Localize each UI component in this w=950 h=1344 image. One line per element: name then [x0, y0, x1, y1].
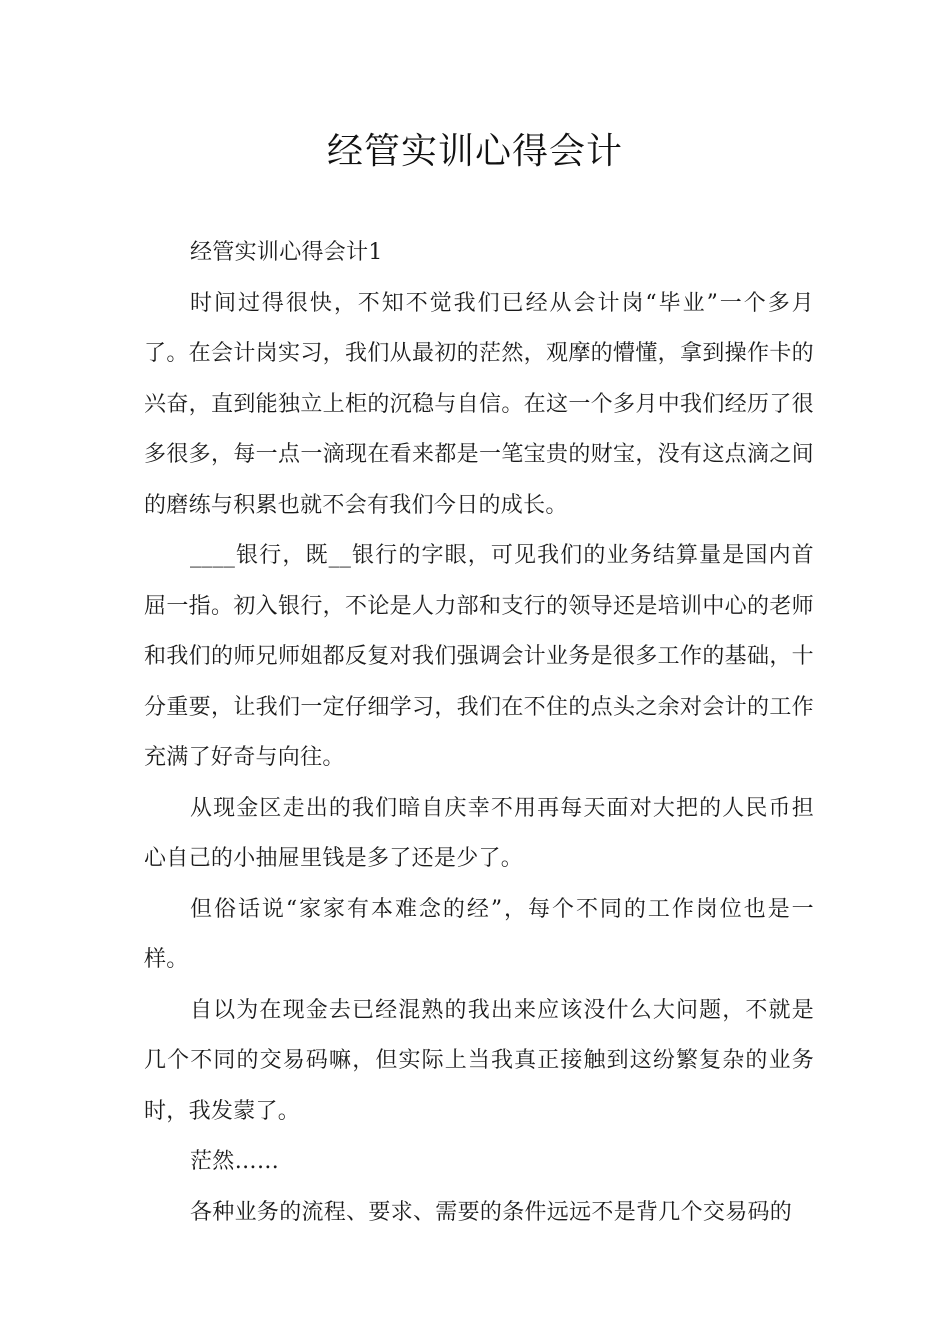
paragraph: 自以为在现金去已经混熟的我出来应该没什么大问题，不就是几个不同的交易码嘛，但实际上当我真正接触到这纷繁复杂的业务时，我发蒙了。 — [144, 997, 814, 1124]
paragraph: 但俗话说“家家有本难念的经”，每个不同的工作岗位也是一样。 — [144, 896, 814, 972]
paragraph: 从现金区走出的我们暗自庆幸不用再每天面对大把的人民币担心自己的小抽屉里钱是多了还是少了。 — [144, 795, 814, 871]
document-body — [144, 228, 814, 1238]
paragraph: 茫然…… — [190, 1149, 280, 1174]
paragraph: 时间过得很快，不知不觉我们已经从会计岗“毕业”一个多月了。在会计岗实习，我们从最初的茫然，观摩的懵懂，拿到操作卡的兴奋，直到能独立上柜的沉稳与自信。在这一个多月中我们经历了很多很多，每一点一滴现在看来都是一笔宝贵的财宝，没有这点滴之间的磨练与积累也就不会有我们今日的成长。 — [144, 290, 814, 518]
document-title: 经管实训心得会计 — [326, 131, 623, 172]
paragraph: 各种业务的流程、要求、需要的条件远远不是背几个交易码的 — [190, 1199, 793, 1225]
paragraph: ____银行，既__银行的字眼，可见我们的业务结算量是国内首屈一指。初入银行，不论是人力部和支行的领导还是培训中心的老师和我们的师兄师姐都反复对我们强调会计业务是很多工作的基础，十分重要，让我们一定仔细学习，我们在不住的点头之余对会计的工作充满了好奇与向往。 — [144, 543, 814, 770]
paragraph-subtitle: 经管实训心得会计1 — [190, 240, 383, 265]
